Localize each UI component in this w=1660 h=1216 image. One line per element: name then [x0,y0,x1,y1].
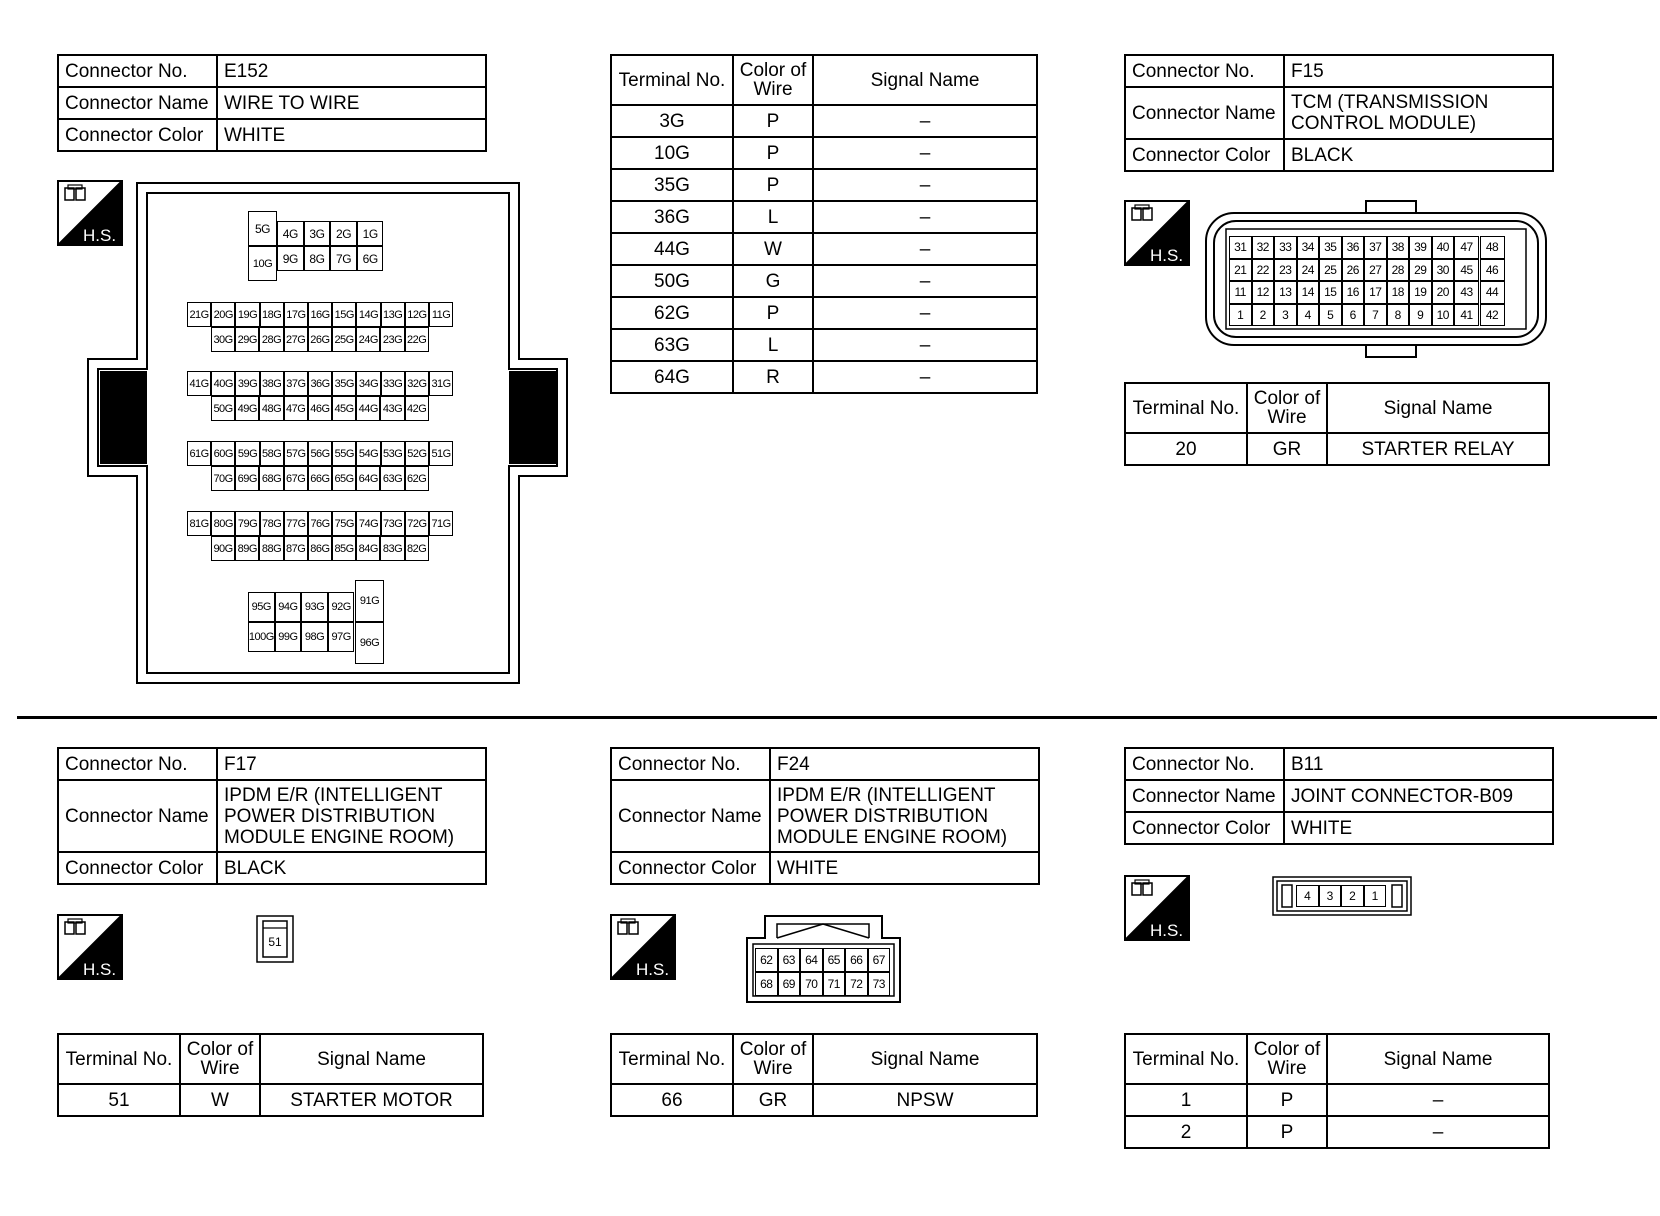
terminal-no-header: Terminal No. [58,1034,180,1084]
wire-color-cell: W [733,233,813,265]
pin-cell: 58G [260,441,284,466]
pin-cell: 15 [1319,281,1342,304]
e152-info-table [57,54,487,152]
terminal-no-cell: 62G [611,297,733,329]
pin-cell: 1G [357,221,384,246]
pin-cell: 29 [1409,259,1432,282]
terminal-no-cell: 20 [1125,433,1247,465]
terminal-no-header: Terminal No. [1125,383,1247,433]
pin-cell: 11G [429,302,453,327]
color-of-wire-header: Color of Wire [1247,1034,1327,1084]
section-divider [17,716,1657,719]
svg-text:H.S.: H.S. [1150,246,1184,265]
pin-cell: 15G [332,302,356,327]
pin-cell: 67G [284,466,308,491]
connector-no-label: Connector No. [58,748,217,780]
pin-cell: 29G [235,327,259,352]
pin-cell: 54G [356,441,380,466]
pin-cell: 70G [211,466,235,491]
pin-cell: 49G [235,396,259,421]
pin-cell: 71G [429,511,453,536]
pin-cell: 20 [1432,281,1455,304]
pin-cell: 45 [1454,259,1479,282]
wire-color-cell: P [733,297,813,329]
pin-cell: 36G [308,371,332,396]
connector-color-value: WHITE [217,119,486,151]
pin-cell: 100G [248,622,275,652]
terminal-no-header: Terminal No. [1125,1034,1247,1084]
pin-cell: 36 [1342,236,1365,259]
b11-info-table [1124,747,1554,845]
connector-no-label: Connector No. [58,55,217,87]
pin-cell: 39G [235,371,259,396]
table-row [611,1084,1037,1116]
connector-color-value: WHITE [770,852,1039,884]
pin-cell: 88G [259,536,283,561]
pin-cell: 80G [211,511,235,536]
pin-cell: 52G [405,441,429,466]
pin-cell: 47 [1454,236,1479,259]
table-row [611,329,1037,361]
pin-cell: 38G [260,371,284,396]
pin-cell: 77G [284,511,308,536]
connector-name-label: Connector Name [611,780,770,852]
svg-text:H.S.: H.S. [83,960,117,979]
pin-cell: 19 [1409,281,1432,304]
pin-cell: 10G [248,246,277,281]
pin-cell: 74G [356,511,380,536]
connector-no-value: E152 [217,55,486,87]
connector-no-value: F15 [1284,55,1553,87]
signal-name-cell: STARTER RELAY [1327,433,1549,465]
terminal-no-cell: 44G [611,233,733,265]
connector-no-value: F24 [770,748,1039,780]
pin-cell: 78G [260,511,284,536]
connector-no-label: Connector No. [1125,55,1284,87]
pin-cell: 92G [328,592,355,622]
signal-name-cell: – [813,137,1037,169]
terminal-no-cell: 51 [58,1084,180,1116]
table-row [611,361,1037,393]
pin-cell: 43G [380,396,404,421]
pin-cell: 57G [284,441,308,466]
pin-cell: 63 [778,948,801,972]
pin-cell: 31G [429,371,453,396]
pin-cell: 68 [755,972,778,996]
pin-cell: 35 [1319,236,1342,259]
signal-name-header: Signal Name [813,1034,1037,1084]
connector-color-label: Connector Color [58,119,217,151]
pin-cell: 14G [356,302,380,327]
pin-cell: 83G [380,536,404,561]
pin-cell: 12G [405,302,429,327]
pin-cell: 75G [332,511,356,536]
pin-cell: 11 [1229,281,1252,304]
pin-cell: 1 [1364,885,1387,907]
pin-cell: 65 [823,948,846,972]
f17-terminal-table [57,1033,484,1117]
color-of-wire-header: Color of Wire [1247,383,1327,433]
connector-color-label: Connector Color [1125,139,1284,171]
pin-cell: 73G [381,511,405,536]
pin-cell: 73 [868,972,891,996]
pin-cell: 42G [405,396,429,421]
pin-cell: 62 [755,948,778,972]
wire-color-cell: L [733,329,813,361]
signal-name-cell: – [1327,1084,1549,1116]
signal-name-cell: – [813,201,1037,233]
pin-cell: 55G [332,441,356,466]
pin-cell: 7G [330,246,357,271]
pin-cell: 2G [330,221,357,246]
wire-color-cell: P [733,137,813,169]
connector-no-label: Connector No. [1125,748,1284,780]
pin-cell: 18G [260,302,284,327]
pin-cell: 72 [845,972,868,996]
wire-color-cell: W [180,1084,260,1116]
pin-cell: 95G [248,592,275,622]
pin-cell: 53G [381,441,405,466]
pin-cell: 28 [1387,259,1410,282]
wire-color-cell: G [733,265,813,297]
pin-cell: 84G [356,536,380,561]
table-row [611,201,1037,233]
table-row [611,297,1037,329]
pin-cell: 64G [356,466,380,491]
signal-name-cell: – [1327,1116,1549,1148]
connector-color-label: Connector Color [1125,812,1284,844]
signal-name-cell: STARTER MOTOR [260,1084,483,1116]
pin-cell: 56G [308,441,332,466]
pin-cell: 25 [1319,259,1342,282]
table-row [611,105,1037,137]
pin-cell: 34G [356,371,380,396]
pin-cell: 71 [823,972,846,996]
pin-cell: 93G [301,592,328,622]
table-row [1125,1116,1549,1148]
pin-cell: 8 [1387,304,1410,327]
wire-color-cell: P [733,169,813,201]
terminal-no-cell: 64G [611,361,733,393]
pin-cell: 21 [1229,259,1252,282]
pin-cell: 69G [235,466,259,491]
connector-color-value: BLACK [217,852,486,884]
connector-color-value: WHITE [1284,812,1553,844]
pin-cell: 42 [1480,304,1505,327]
pin-cell: 9 [1409,304,1432,327]
pin-cell: 94G [275,592,302,622]
pin-cell: 19G [235,302,259,327]
pin-cell: 26G [308,327,332,352]
pin-cell: 67 [868,948,891,972]
signal-name-cell: – [813,361,1037,393]
f15-terminal-table [1124,382,1550,466]
pin-cell: 79G [235,511,259,536]
terminal-no-cell: 50G [611,265,733,297]
pin-cell: 25G [332,327,356,352]
harness-side-icon [1124,200,1190,266]
terminal-no-cell: 2 [1125,1116,1247,1148]
pin-cell: 43 [1454,281,1479,304]
pin-cell: 37G [284,371,308,396]
pin-cell: 33 [1274,236,1297,259]
pin-cell: 17G [284,302,308,327]
pin-cell: 8G [304,246,331,271]
signal-name-cell: – [813,105,1037,137]
connector-name-label: Connector Name [58,780,217,852]
harness-side-icon [57,914,123,980]
pin-cell: 72G [405,511,429,536]
pin-cell: 23G [380,327,404,352]
pin-cell: 85G [332,536,356,561]
hs-label: H.S. [83,226,117,245]
pin-cell: 41G [187,371,211,396]
pin-cell: 6 [1342,304,1365,327]
pin-cell: 48G [259,396,283,421]
terminal-no-cell: 10G [611,137,733,169]
pin-cell: 4G [277,221,304,246]
terminal-no-cell: 66 [611,1084,733,1116]
pin-cell: 37 [1364,236,1387,259]
pin-cell: 35G [332,371,356,396]
pin-cell: 12 [1252,281,1275,304]
terminal-no-cell: 63G [611,329,733,361]
pin-cell: 50G [211,396,235,421]
pin-cell: 45G [332,396,356,421]
pin-cell: 1 [1229,304,1252,327]
pin-cell: 99G [275,622,302,652]
pin-cell: 40G [211,371,235,396]
pin-cell: 4 [1297,304,1320,327]
color-of-wire-header: Color of Wire [180,1034,260,1084]
pin-cell: 48 [1480,236,1505,259]
terminal-no-cell: 36G [611,201,733,233]
wire-color-cell: L [733,201,813,233]
pin-cell: 90G [211,536,235,561]
table-row [1125,1084,1549,1116]
pin-cell: 24G [356,327,380,352]
f24-terminal-table [610,1033,1038,1117]
connector-name-label: Connector Name [1125,780,1284,812]
connector-no-label: Connector No. [611,748,770,780]
pin-cell: 31 [1229,236,1252,259]
svg-text:H.S.: H.S. [636,960,670,979]
pin-cell: 13 [1274,281,1297,304]
pin-cell: 28G [259,327,283,352]
pin-cell: 44G [356,396,380,421]
pin-cell: 4 [1296,885,1319,907]
wire-color-cell: R [733,361,813,393]
pin-cell: 65G [332,466,356,491]
connector-name-value: TCM (TRANSMISSION CONTROL MODULE) [1284,87,1553,139]
wire-color-cell: GR [733,1084,813,1116]
pin-cell: 3 [1319,885,1342,907]
pin-cell: 20G [211,302,235,327]
connector-name-value: IPDM E/R (INTELLIGENT POWER DISTRIBUTION MODULE ENGINE ROOM) [770,780,1039,852]
pin-cell: 60G [211,441,235,466]
pin-cell: 2 [1252,304,1275,327]
wire-color-cell: P [1247,1084,1327,1116]
pin-cell: 18 [1387,281,1410,304]
pin-cell: 81G [187,511,211,536]
f15-info-table [1124,54,1554,172]
harness-side-icon [1124,875,1190,941]
pin-cell: 23 [1274,259,1297,282]
signal-name-header: Signal Name [260,1034,483,1084]
signal-name-cell: – [813,297,1037,329]
pin-cell: 16 [1342,281,1365,304]
table-row [58,1084,483,1116]
harness-side-icon [610,914,676,980]
pin-cell: 16G [308,302,332,327]
pin-cell: 38 [1387,236,1410,259]
pin-cell: 7 [1364,304,1387,327]
pin-cell: 51G [429,441,453,466]
pin-cell: 68G [259,466,283,491]
pin-cell: 96G [355,622,384,664]
connector-name-value: IPDM E/R (INTELLIGENT POWER DISTRIBUTION MODULE ENGINE ROOM) [217,780,486,852]
pin-cell: 22G [405,327,429,352]
terminal-no-cell: 3G [611,105,733,137]
wire-color-cell: GR [1247,433,1327,465]
pin-cell: 47G [284,396,308,421]
pin-cell: 26 [1342,259,1365,282]
pin-cell: 30G [211,327,235,352]
signal-name-cell: – [813,233,1037,265]
signal-name-header: Signal Name [1327,1034,1549,1084]
pin-cell: 10 [1432,304,1455,327]
pin-cell: 82G [405,536,429,561]
signal-name-cell: – [813,265,1037,297]
pin-cell: 3 [1274,304,1297,327]
table-row [611,169,1037,201]
color-of-wire-header: Color of Wire [733,1034,813,1084]
pin-cell: 46 [1480,259,1505,282]
pin-cell: 76G [308,511,332,536]
signal-name-cell: NPSW [813,1084,1037,1116]
pin-cell: 66 [845,948,868,972]
signal-name-header: Signal Name [1327,383,1549,433]
connector-no-value: F17 [217,748,486,780]
terminal-no-cell: 35G [611,169,733,201]
pin-cell: 66G [308,466,332,491]
pin-cell: 70 [800,972,823,996]
connector-name-value: JOINT CONNECTOR-B09 [1284,780,1553,812]
pin-cell: 3G [304,221,331,246]
terminal-no-header: Terminal No. [611,1034,733,1084]
wire-color-cell: P [1247,1116,1327,1148]
pin-cell: 89G [235,536,259,561]
wire-color-cell: P [733,105,813,137]
pin-cell: 13G [381,302,405,327]
pin-cell: 34 [1297,236,1320,259]
pin-cell: 44 [1480,281,1505,304]
pin-cell: 5 [1319,304,1342,327]
pin-cell: 64 [800,948,823,972]
pin-cell: 86G [308,536,332,561]
pin-cell: 33G [381,371,405,396]
pin-cell: 61G [187,441,211,466]
pin-cell: 41 [1454,304,1479,327]
table-row [1125,433,1549,465]
f17-pin: 51 [268,935,282,949]
pin-cell: 39 [1409,236,1432,259]
connector-color-value: BLACK [1284,139,1553,171]
pin-cell: 87G [284,536,308,561]
pin-cell: 30 [1432,259,1455,282]
pin-cell: 62G [405,466,429,491]
pin-cell: 46G [308,396,332,421]
signal-name-header: Signal Name [813,55,1037,105]
connector-color-label: Connector Color [611,852,770,884]
pin-cell: 17 [1364,281,1387,304]
pin-cell: 2 [1341,885,1364,907]
pin-cell: 9G [277,246,304,271]
connector-color-label: Connector Color [58,852,217,884]
pin-cell: 59G [235,441,259,466]
pin-cell: 91G [355,580,384,622]
pin-cell: 97G [328,622,355,652]
e152-terminal-table [610,54,1038,394]
f24-info-table [610,747,1040,885]
pin-cell: 32G [405,371,429,396]
terminal-no-header: Terminal No. [611,55,733,105]
pin-cell: 14 [1297,281,1320,304]
connector-name-label: Connector Name [58,87,217,119]
pin-cell: 5G [248,211,277,246]
pin-cell: 22 [1252,259,1275,282]
color-of-wire-header: Color of Wire [733,55,813,105]
pin-cell: 27G [284,327,308,352]
pin-cell: 32 [1252,236,1275,259]
pin-cell: 40 [1432,236,1455,259]
pin-cell: 6G [357,246,384,271]
table-row [611,233,1037,265]
svg-text:H.S.: H.S. [1150,921,1184,940]
pin-cell: 69 [778,972,801,996]
b11-terminal-table [1124,1033,1550,1149]
table-row [611,137,1037,169]
connector-name-label: Connector Name [1125,87,1284,139]
terminal-no-cell: 1 [1125,1084,1247,1116]
pin-cell: 98G [301,622,328,652]
f17-info-table [57,747,487,885]
connector-name-value: WIRE TO WIRE [217,87,486,119]
signal-name-cell: – [813,169,1037,201]
pin-cell: 24 [1297,259,1320,282]
pin-cell: 27 [1364,259,1387,282]
connector-no-value: B11 [1284,748,1553,780]
signal-name-cell: – [813,329,1037,361]
pin-cell: 63G [380,466,404,491]
pin-cell: 21G [187,302,211,327]
table-row [611,265,1037,297]
